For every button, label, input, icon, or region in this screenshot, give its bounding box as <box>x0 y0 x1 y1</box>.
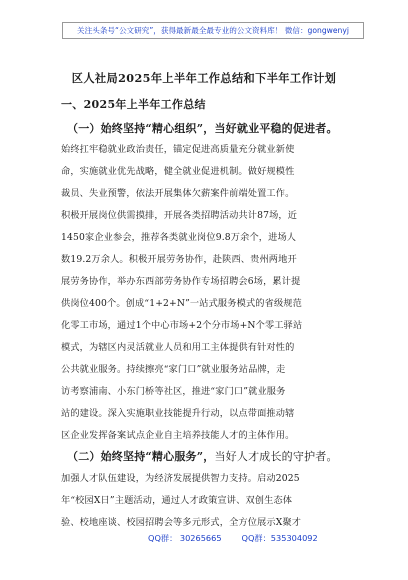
document-title: 区人社局2025年上半年工作总结和下半年工作计划 <box>71 71 337 85</box>
subheading-1-rest: 当好就业平稳的促进者。 <box>214 122 338 135</box>
footer-qq-group-2: QQ群：535304092 <box>241 533 318 543</box>
section-heading: 一、2025年上半年工作总结 <box>61 98 206 111</box>
paragraph-line: 数19.2万余人。积极开展劳务协作，赴陕西、贵州两地开 <box>61 254 297 265</box>
paragraph-line: 站的建设。深入实施职业技能提升行动，以点带面推动辖 <box>61 408 295 419</box>
subheading-1-main: （一）始终坚持“精心组织”， <box>67 122 215 135</box>
paragraph-line: 区企业发挥备案试点企业自主培养技能人才的主体作用。 <box>61 430 295 441</box>
paragraph-line: 始终扛牢稳就业政治责任，锚定促进高质量充分就业新使 <box>61 144 295 155</box>
paragraph-line: 命，实施就业优先战略，健全就业促进机制。做好规模性 <box>61 166 295 177</box>
footer-qq-group-1: QQ群： 30265665 <box>148 533 222 543</box>
paragraph-line: 加强人才队伍建设，为经济发展提供智力支持。启动2025 <box>61 473 300 484</box>
paragraph-line: 裁员、失业预警，依法开展集体欠薪案件前端处置工作。 <box>61 188 295 199</box>
subheading-2 <box>67 448 338 464</box>
paragraph-line: 1450家企业参会，推荐各类就业岗位9.8万余个，进场人 <box>61 232 297 243</box>
paragraph-line: 验、校地座谈、校园招聘会等多元形式，全方位展示X聚才 <box>61 517 302 528</box>
paragraph-line: 年“校园X日”主题活动，通过人才政策宣讲、双创生态体 <box>61 495 293 506</box>
subheading-1 <box>67 120 338 136</box>
banner-notice: 关注头条号“公文研究”，获得最新最全最专业的公文资料库！ 微信：gongwenyj <box>62 22 364 39</box>
paragraph-line: 展劳务协作，举办东西部劳务协作专场招聘会6场，累计提 <box>61 276 301 287</box>
paragraph-line: 模式，为辖区内灵活就业人员和用工主体提供有针对性的 <box>61 342 295 353</box>
paragraph-line: 积极开展岗位供需摸排，开展各类招聘活动共计87场，近 <box>61 210 298 221</box>
subheading-2-rest: 当好人才成长的守护者。 <box>214 450 338 463</box>
paragraph-line: 化零工市场，通过1个中心市场+2个分市场+N个零工驿站 <box>61 320 303 331</box>
subheading-2-main: （二）始终坚持“精心服务”， <box>67 450 215 463</box>
paragraph-line: 公共就业服务。持续擦亮“家门口”就业服务站品牌，走 <box>61 364 286 375</box>
paragraph-line: 访考察浦南、小东门桥等社区，推进“家门口”就业服务 <box>61 386 286 397</box>
paragraph-line: 供岗位400个。创成“1+2+N”一站式服务模式的省级规范 <box>61 298 302 309</box>
footer-contacts <box>148 533 338 544</box>
